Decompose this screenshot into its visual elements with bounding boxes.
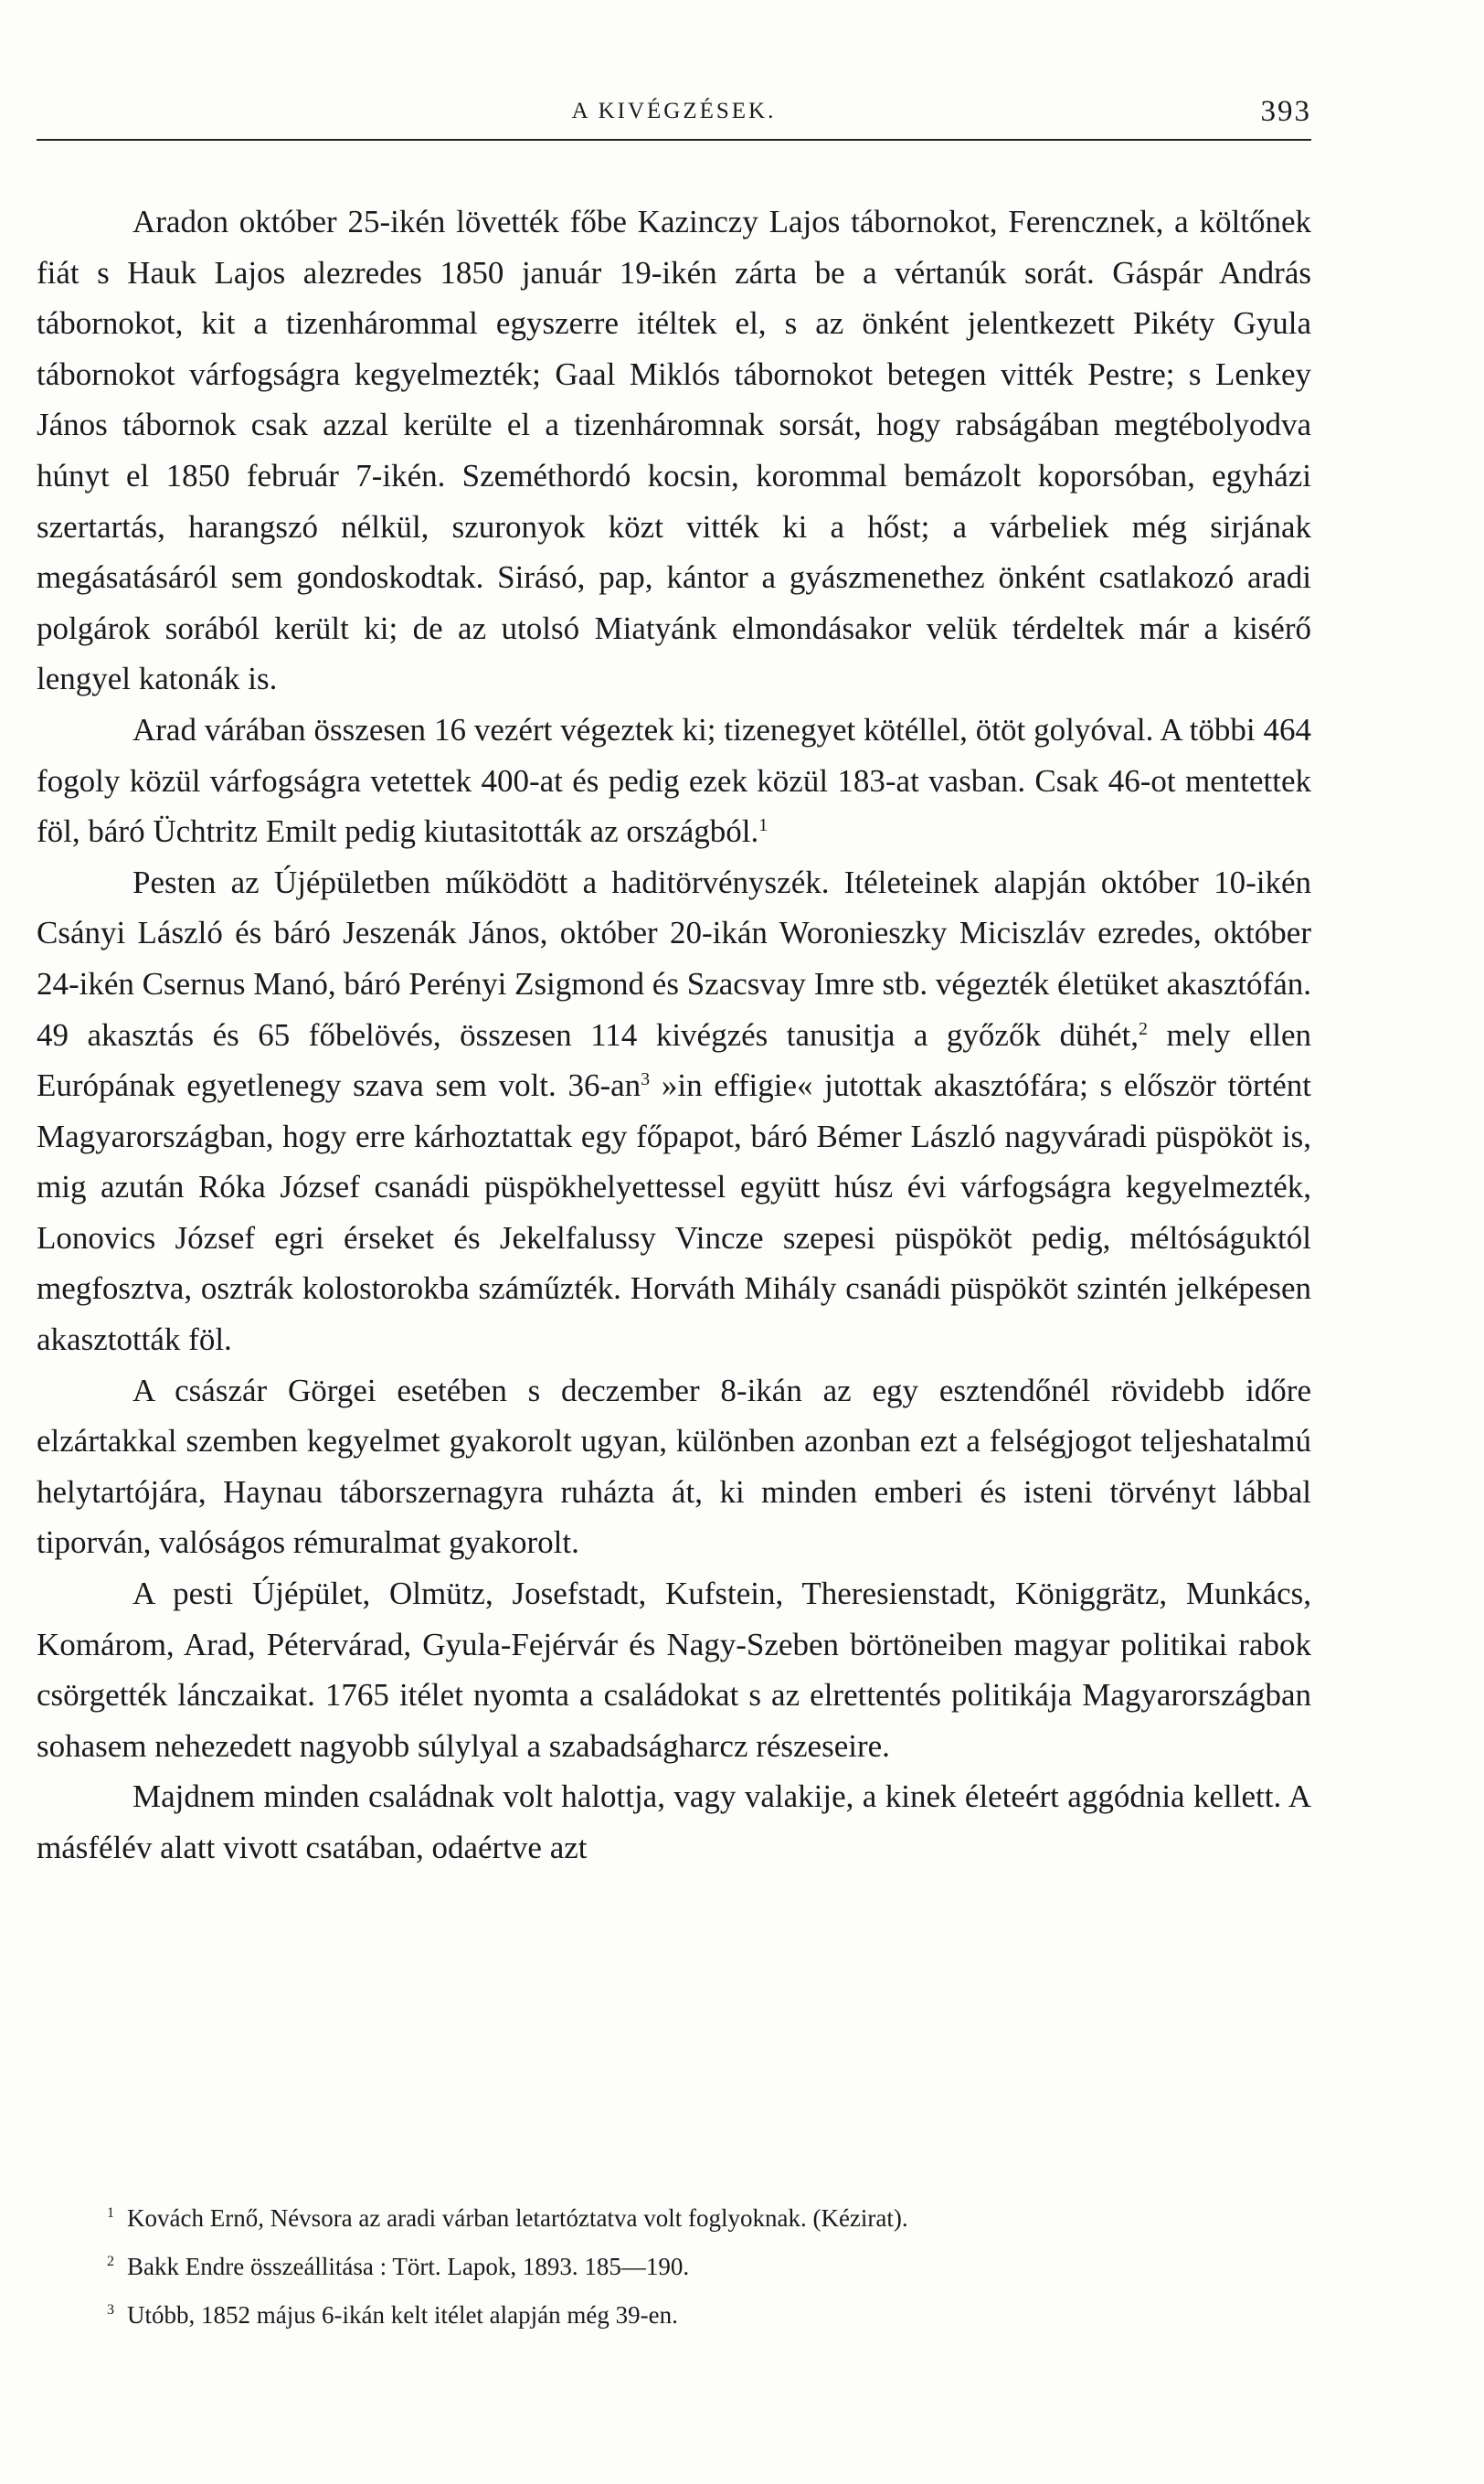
footnote-mark: 3 — [107, 2302, 114, 2318]
header-rule — [37, 139, 1311, 141]
footnote-ref: 1 — [758, 815, 768, 836]
page-number: 393 — [1260, 95, 1311, 128]
paragraph: Pesten az Újépületben működött a haditörvényszék. Itéleteinek alapján október 10-ikén Csányi László és báró Jeszenák János, október 20-ikán Woronieszky Miciszláv ezredes, október 24-ikén Csernus Manó, báró Perényi Zsigmond és Szacsvay Imre stb. végezték életüket akasztófán. 49 akasztás és 65 főbelövés, összesen 114 kivégzés tanusitja a győzők dühét,$^2$ mely ellen Európának egyetlenegy szava sem volt. $36-an^3$ »in effigie« jutottak akasztófára; s először történt Magyarországban, hogy erre kárhoztattak egy főpapot, báró Bémer László nagyváradi püspököt is, mig azután Róka József csanádi püspökhelyettessel együtt húsz évi várfogságra kegyelmezték, Lonovics József egri érseket és Jekelfalussy Vincze szepesi püspököt pedig, méltóságuktól megfosztva, osztrák kolostorokba száműzték. Horváth Mihály csanádi püspököt szintén jelképesen akasztották föl. — [37, 864, 1311, 1358]
running-head — [37, 93, 1311, 137]
footnote — [37, 2240, 1311, 2288]
footnote-mark: 2 — [107, 2254, 114, 2269]
footnote-text: Utóbb, 1852 május 6-ikán kelt itélet alapján még 39-en. — [127, 2301, 678, 2329]
paragraph: A császár Görgei esetében s deczember 8-ikán az egy esztendőnél rövidebb időre elzártakkal szemben kegyelmet gyakorolt ugyan, különben azonban ezt a felségjogot teljeshatalmú helytartójára, Haynau táborszernagyra ruházta át, ki minden emberi és isteni törvényt lábbal tiporván, valóságos rémuralmat gyakorolt. — [37, 1372, 1311, 1561]
footnote — [37, 2288, 1311, 2337]
footnote-ref: 3 — [641, 1069, 651, 1090]
footnotes — [37, 2192, 1311, 2337]
footnote-mark: 1 — [107, 2205, 114, 2221]
main-text — [37, 196, 1311, 1874]
footnote-text: Bakk Endre összeállitása : Tört. Lapok, 1893. 185—190. — [127, 2253, 690, 2280]
paragraph: A pesti Újépület, Olmütz, Josefstadt, Kufstein, Theresienstadt, Königgrätz, Munkács, Komárom, Arad, Pétervárad, Gyula-Fejérvár és Nagy-Szeben börtöneiben magyar politikai rabok csörgették lánczaikat. 1765 itélet nyomta a családokat s az elrettentés politikája Magyarországban sohasem nehezedett nagyobb súlylyal a szabadságharcz részeseire. — [37, 1576, 1311, 1764]
footnote — [37, 2192, 1311, 2240]
footnote-text: Kovách Ernő, Névsora az aradi várban letartóztatva volt foglyoknak. (Kézirat). — [127, 2204, 908, 2232]
paragraph: Aradon október 25-ikén lövették főbe Kazinczy Lajos tábornokot, Ferencznek, a költőnek fiát s Hauk Lajos alezredes 1850 január 19-ikén zárta be a vértanúk sorát. Gáspár András tábornokot, kit a tizenhárommal egyszerre itéltek el, s az önként jelentkezett Pikéty Gyula tábornokot várfogságra kegyelmezték; Gaal Miklós tábornokot betegen vitték Pestre; s Lenkey János tábornok csak azzal kerülte el a tizenháromnak sorsát, hogy rabságában megtébolyodva húnyt el 1850 február 7-ikén. Szeméthordó kocsin, korommal bemázolt koporsóban, egyházi szertartás, harangszó nélkül, szuronyok közt vitték ki a hőst; a várbeliek még sirjának megásatásáról sem gondoskodtak. Sirásó, pap, kántor a gyászmenethez önként csatlakozó aradi polgárok sorából került ki; de az utolsó Miatyánk elmondásakor velük térdeltek már a kisérő lengyel katonák is. — [37, 204, 1311, 697]
running-title: A KIVÉGZÉSEK. — [571, 99, 777, 123]
paragraph: Arad várában összesen 16 vezért végeztek ki; tizenegyet kötéllel, ötöt golyóval. A többi 464 fogoly közül várfogságra vetettek 400-at és pedig ezek közül 183-at vasban. Csak 46-ot mentettek föl, báró Üchtritz Emilt pedig kiutasitották az országból.$^1$ — [37, 711, 1311, 850]
paragraph: Majdnem minden családnak volt halottja, vagy valakije, a kinek életeért aggódnia kellett. A másfélév alatt vivott csatában, odaértve azt — [37, 1778, 1311, 1865]
footnote-ref: 2 — [1138, 1018, 1148, 1039]
